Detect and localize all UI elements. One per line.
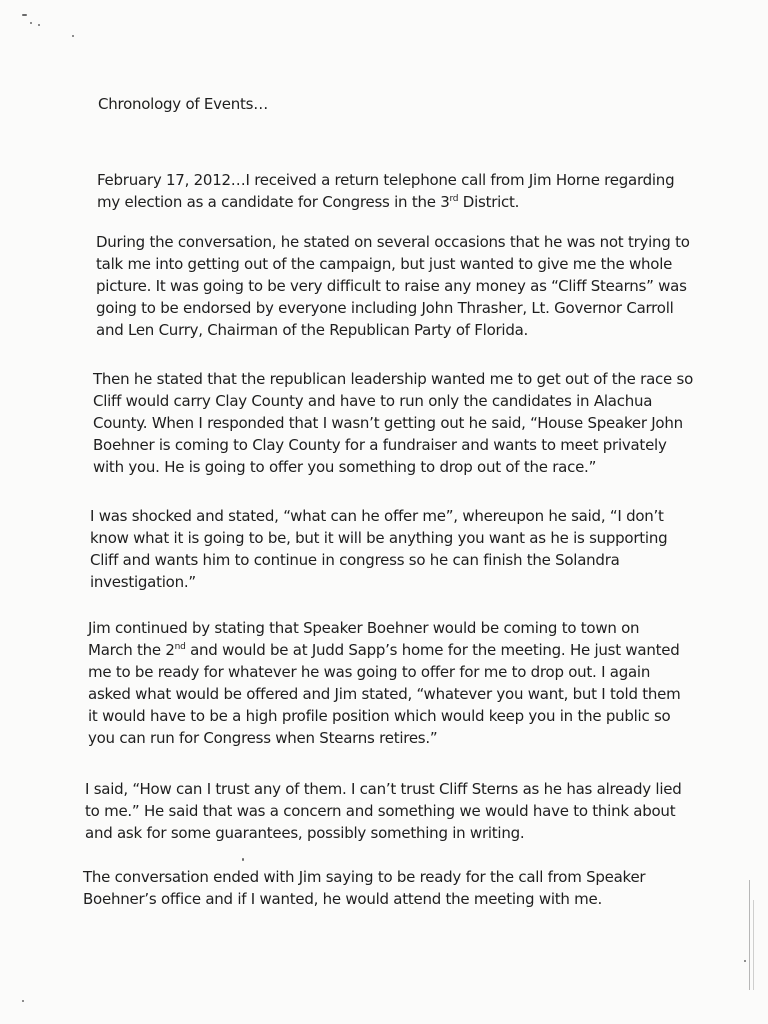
document-heading: Chronology of Events… bbox=[98, 95, 268, 113]
text-line: Boehner is coming to Clay County for a fundraiser and wants to meet privately bbox=[93, 436, 667, 454]
scan-mark bbox=[38, 24, 40, 26]
superscript: nd bbox=[174, 642, 186, 652]
text-line: The conversation ended with Jim saying to be ready for the call from Speaker bbox=[83, 868, 646, 886]
text-line: Then he stated that the republican leadership wanted me to get out of the race so bbox=[93, 370, 694, 388]
text-run: District. bbox=[458, 193, 520, 211]
text-line: and ask for some guarantees, possibly something in writing. bbox=[85, 824, 525, 842]
text-line: February 17, 2012…I received a return telephone call from Jim Horne regarding bbox=[97, 171, 675, 189]
text-line: Jim continued by stating that Speaker Boehner would be coming to town on bbox=[88, 619, 640, 637]
text-line: know what it is going to be, but it will be anything you want as he is supporting bbox=[90, 529, 668, 547]
text-line: with you. He is going to offer you something to drop out of the race.” bbox=[93, 458, 597, 476]
text-line: investigation.” bbox=[90, 573, 196, 591]
text-line bbox=[88, 639, 688, 661]
paragraph-leadership bbox=[93, 368, 693, 478]
paragraph-conversation bbox=[96, 231, 696, 341]
scan-edge-line bbox=[753, 900, 754, 990]
text-line: Cliff and wants him to continue in congress so he can finish the Solandra bbox=[90, 551, 620, 569]
text-line: Cliff would carry Clay County and have to run only the candidates in Alachua bbox=[93, 392, 653, 410]
text-line: County. When I responded that I wasn’t getting out he said, “House Speaker John bbox=[93, 414, 683, 432]
text-line: picture. It was going to be very difficult to raise any money as “Cliff Stearns” was bbox=[96, 277, 687, 295]
paragraph-call-date bbox=[97, 169, 697, 213]
text-line: I said, “How can I trust any of them. I can’t trust Cliff Sterns as he has already lied bbox=[85, 780, 682, 798]
text-line: it would have to be a high profile position which would keep you in the public so bbox=[88, 707, 671, 725]
text-line: to me.” He said that was a concern and something we would have to think about bbox=[85, 802, 676, 820]
scan-mark bbox=[744, 960, 746, 962]
text-run: and would be at Judd Sapp’s home for the meeting. He just wanted bbox=[185, 641, 680, 659]
paragraph-conclusion bbox=[83, 866, 683, 910]
paragraph-trust bbox=[85, 778, 685, 844]
text-run: my election as a candidate for Congress in the 3 bbox=[97, 193, 450, 211]
superscript: rd bbox=[449, 194, 459, 204]
text-line: me to be ready for whatever he was going to offer for me to drop out. I again bbox=[88, 663, 651, 681]
paragraph-offer bbox=[90, 505, 690, 593]
text-line: Boehner’s office and if I wanted, he would attend the meeting with me. bbox=[83, 890, 603, 908]
text-line: talk me into getting out of the campaign, but just wanted to give me the whole bbox=[96, 255, 673, 273]
scan-mark bbox=[22, 14, 27, 16]
scan-edge-line bbox=[749, 880, 750, 990]
text-line: asked what would be offered and Jim stated, “whatever you want, but I told them bbox=[88, 685, 681, 703]
text-line: going to be endorsed by everyone including John Thrasher, Lt. Governor Carroll bbox=[96, 299, 674, 317]
text-line: During the conversation, he stated on several occasions that he was not trying to bbox=[96, 233, 690, 251]
text-run: March the 2 bbox=[88, 641, 175, 659]
paragraph-meeting bbox=[88, 617, 688, 749]
text-line: I was shocked and stated, “what can he offer me”, whereupon he said, “I don’t bbox=[90, 507, 664, 525]
scan-mark bbox=[242, 858, 244, 861]
scan-mark bbox=[22, 1000, 24, 1002]
scan-mark bbox=[30, 22, 32, 24]
text-line: you can run for Congress when Stearns retires.” bbox=[88, 729, 438, 747]
text-line: and Len Curry, Chairman of the Republican Party of Florida. bbox=[96, 321, 529, 339]
scan-mark bbox=[72, 35, 74, 37]
text-line bbox=[97, 191, 697, 213]
